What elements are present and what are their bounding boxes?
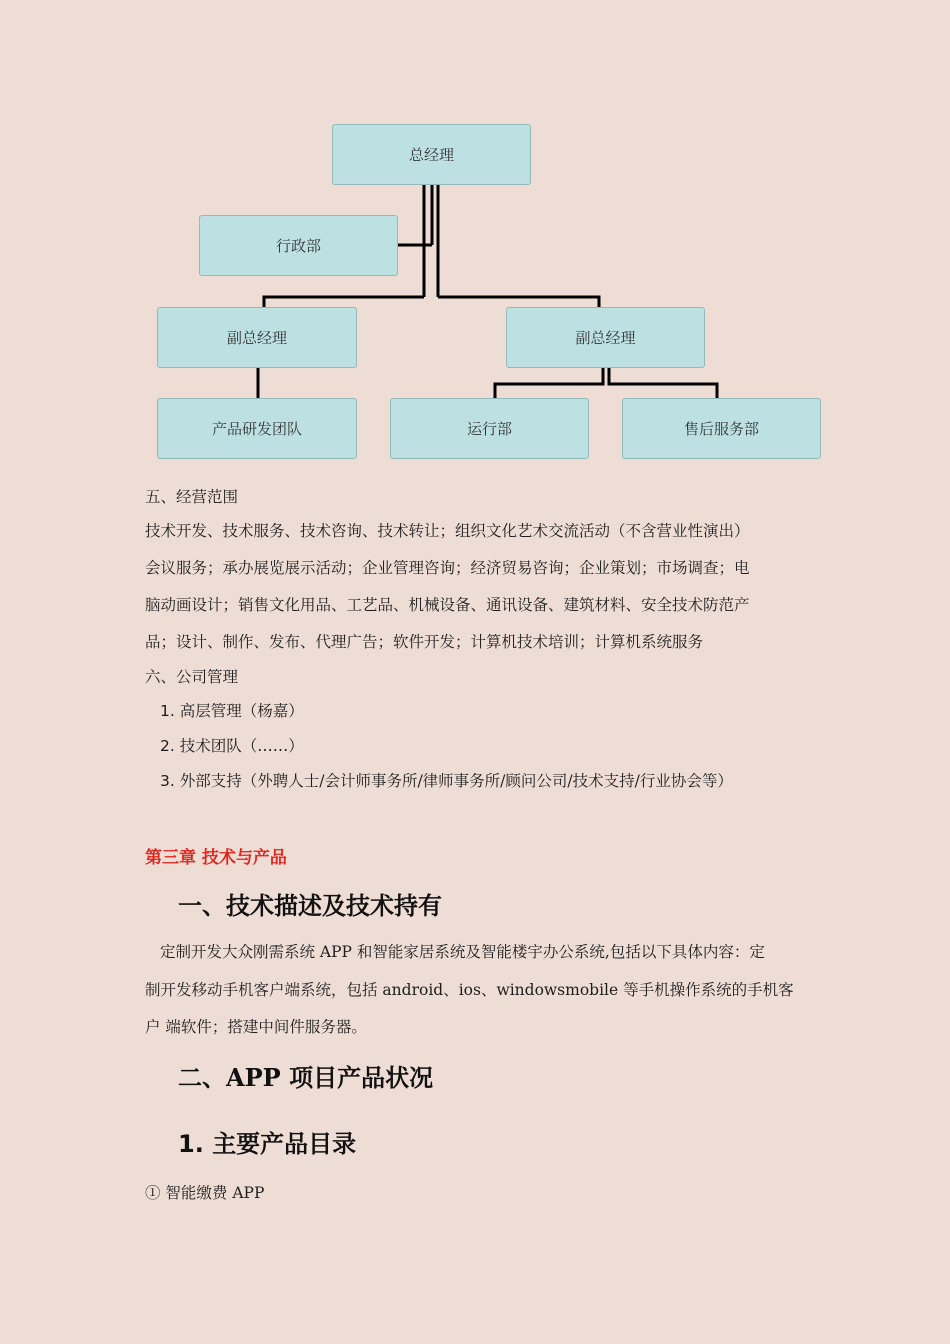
org-node-label: 副总经理 — [575, 329, 636, 347]
heading-number: 1. — [178, 1130, 204, 1158]
list-text: 外部支持（外聘人士/会计师事务所/律师事务所/顾问公司/技术支持/行业协会等） — [179, 772, 733, 790]
chapter-title: 第三章 技术与产品 — [145, 848, 287, 868]
org-node-label: 售后服务部 — [683, 420, 759, 438]
list-text: 技术团队（……） — [179, 737, 304, 755]
tech-paragraph-line: 制开发移动手机客户端系统，包括 android、ios、windowsmobile 等手机操作系统的手机客 — [145, 981, 794, 999]
org-node-label: 行政部 — [275, 237, 321, 255]
org-node-rd-team — [157, 398, 357, 459]
list-text: 高层管理（杨嘉） — [179, 702, 304, 720]
app-section-heading: 二、APP 项目产品状况 — [178, 1063, 434, 1092]
management-list-item — [160, 701, 304, 721]
business-scope-line: 品；设计、制作、发布、代理广告；软件开发；计算机技术培训；计算机系统服务 — [145, 633, 704, 651]
business-scope-line: 脑动画设计；销售文化用品、工艺品、机械设备、通讯设备、建筑材料、安全技术防范产 — [145, 596, 750, 614]
tech-paragraph-line: 定制开发大众刚需系统 APP 和智能家居系统及智能楼宇办公系统,包括以下具体内容：定 — [160, 943, 765, 961]
management-list-item — [160, 736, 304, 756]
management-list-item — [160, 771, 733, 791]
org-node-admin-dept — [199, 215, 398, 276]
org-node-label: 产品研发团队 — [211, 420, 302, 438]
org-node-vp-right — [506, 307, 705, 368]
list-number: 1. — [160, 702, 175, 720]
org-node-vp-left — [157, 307, 357, 368]
org-node-ops-dept — [390, 398, 589, 459]
business-scope-line: 技术开发、技术服务、技术咨询、技术转让；组织文化艺术交流活动（不含营业性演出） — [145, 522, 750, 540]
list-number: 2. — [160, 737, 175, 755]
tech-paragraph-line: 户 端软件；搭建中间件服务器。 — [145, 1018, 367, 1036]
org-chart — [0, 0, 950, 470]
org-node-after-sales-dept — [622, 398, 821, 459]
business-scope-line: 会议服务；承办展览展示活动；企业管理咨询；经济贸易咨询；企业策划；市场调查；电 — [145, 559, 750, 577]
org-node-label: 副总经理 — [226, 329, 287, 347]
product-item: ① 智能缴费 APP — [145, 1184, 265, 1202]
section-six-title: 六、公司管理 — [145, 668, 239, 686]
section-five-title: 五、经营范围 — [145, 488, 239, 506]
connector-ops — [495, 367, 603, 399]
org-node-label: 运行部 — [466, 420, 512, 438]
list-number: 3. — [160, 772, 175, 790]
org-node-label: 总经理 — [408, 146, 454, 164]
tech-section-heading: 一、技术描述及技术持有 — [178, 891, 442, 920]
product-catalog-heading — [178, 1124, 356, 1159]
heading-text: 主要产品目录 — [212, 1129, 357, 1158]
connector-after-sales — [609, 367, 717, 399]
org-node-general-manager — [332, 124, 531, 185]
